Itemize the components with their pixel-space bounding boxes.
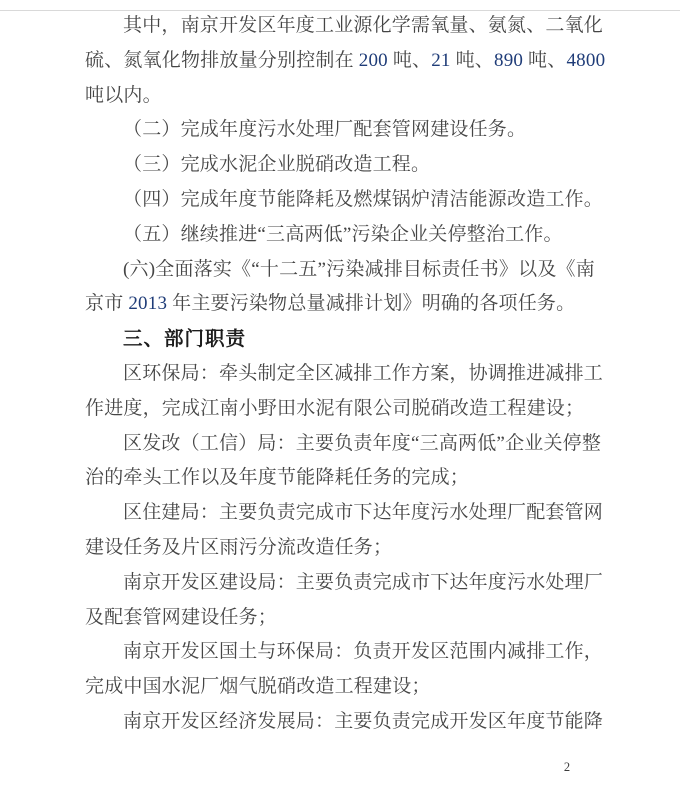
text-run: 南京开发区建设局：主要负责完成市下达年度污水处理厂 (123, 571, 604, 593)
text-line (85, 357, 605, 392)
text-line (85, 287, 605, 322)
text-run: （二）完成年度污水处理厂配套管网建设任务。 (123, 119, 527, 141)
text-line (85, 670, 605, 705)
text-line (85, 79, 605, 114)
text-line (85, 392, 605, 427)
text-run: 吨、 (387, 49, 432, 71)
text-line (85, 253, 605, 288)
text-line (85, 496, 605, 531)
text-run: (六)全面落实《“十二五”污染减排目标责任书》以及《南 (123, 258, 595, 280)
text-line (85, 461, 605, 496)
number-run: 2013 (128, 293, 168, 315)
text-run: 建设任务及片区雨污分流改造任务； (85, 536, 393, 558)
section-heading (85, 322, 605, 357)
text-line (85, 427, 605, 462)
text-line (85, 705, 605, 740)
text-line (85, 148, 605, 183)
text-run: 三、部门职责 (123, 328, 247, 351)
page-number: 2 (563, 760, 571, 774)
text-line (85, 9, 605, 44)
text-run: 南京开发区国土与环保局：负责开发区范围内减排工作， (123, 641, 604, 663)
text-line (85, 183, 605, 218)
number-run: 200 (358, 49, 388, 71)
text-run: 年主要污染物总量减排计划》明确的各项任务。 (167, 293, 576, 315)
text-run: 及配套管网建设任务； (85, 606, 278, 628)
number-run: 890 (494, 49, 524, 71)
text-line (85, 566, 605, 601)
text-line (85, 44, 605, 79)
text-line (85, 218, 605, 253)
text-run: 治的牵头工作以及年度节能降耗任务的完成； (85, 467, 470, 489)
text-line (85, 531, 605, 566)
text-run: 作进度，完成江南小野田水泥有限公司脱硝改造工程建设； (85, 397, 585, 419)
text-run: 区住建局：主要负责完成市下达年度污水处理厂配套管网 (123, 502, 604, 524)
text-run: 南京开发区经济发展局：主要负责完成开发区年度节能降 (123, 710, 604, 732)
text-run: 区环保局：牵头制定全区减排工作方案，协调推进减排工 (123, 362, 604, 384)
text-run: 其中，南京开发区年度工业源化学需氧量、氨氮、二氧化 (123, 15, 604, 36)
text-line (85, 635, 605, 670)
text-run: （五）继续推进“三高两低”污染企业关停整治工作。 (123, 223, 563, 245)
text-run: 京市 (85, 293, 129, 315)
number-run: 4800 (566, 49, 606, 71)
text-run: （三）完成水泥企业脱硝改造工程。 (123, 154, 431, 176)
text-line (85, 601, 605, 636)
text-run: 完成中国水泥厂烟气脱硝改造工程建设； (85, 676, 431, 698)
text-run: 硫、氮氧化物排放量分别控制在 (85, 49, 359, 71)
text-run: 区发改（工信）局：主要负责年度“三高两低”企业关停整 (123, 432, 602, 454)
text-run: 吨、 (523, 49, 567, 71)
text-run: （四）完成年度节能降耗及燃煤锅炉清洁能源改造工作。 (123, 188, 604, 210)
text-line (85, 113, 605, 148)
text-run: 吨、 (450, 49, 494, 71)
document-body (85, 9, 605, 740)
text-run: 吨以内。 (85, 84, 162, 106)
number-run: 21 (431, 49, 451, 71)
